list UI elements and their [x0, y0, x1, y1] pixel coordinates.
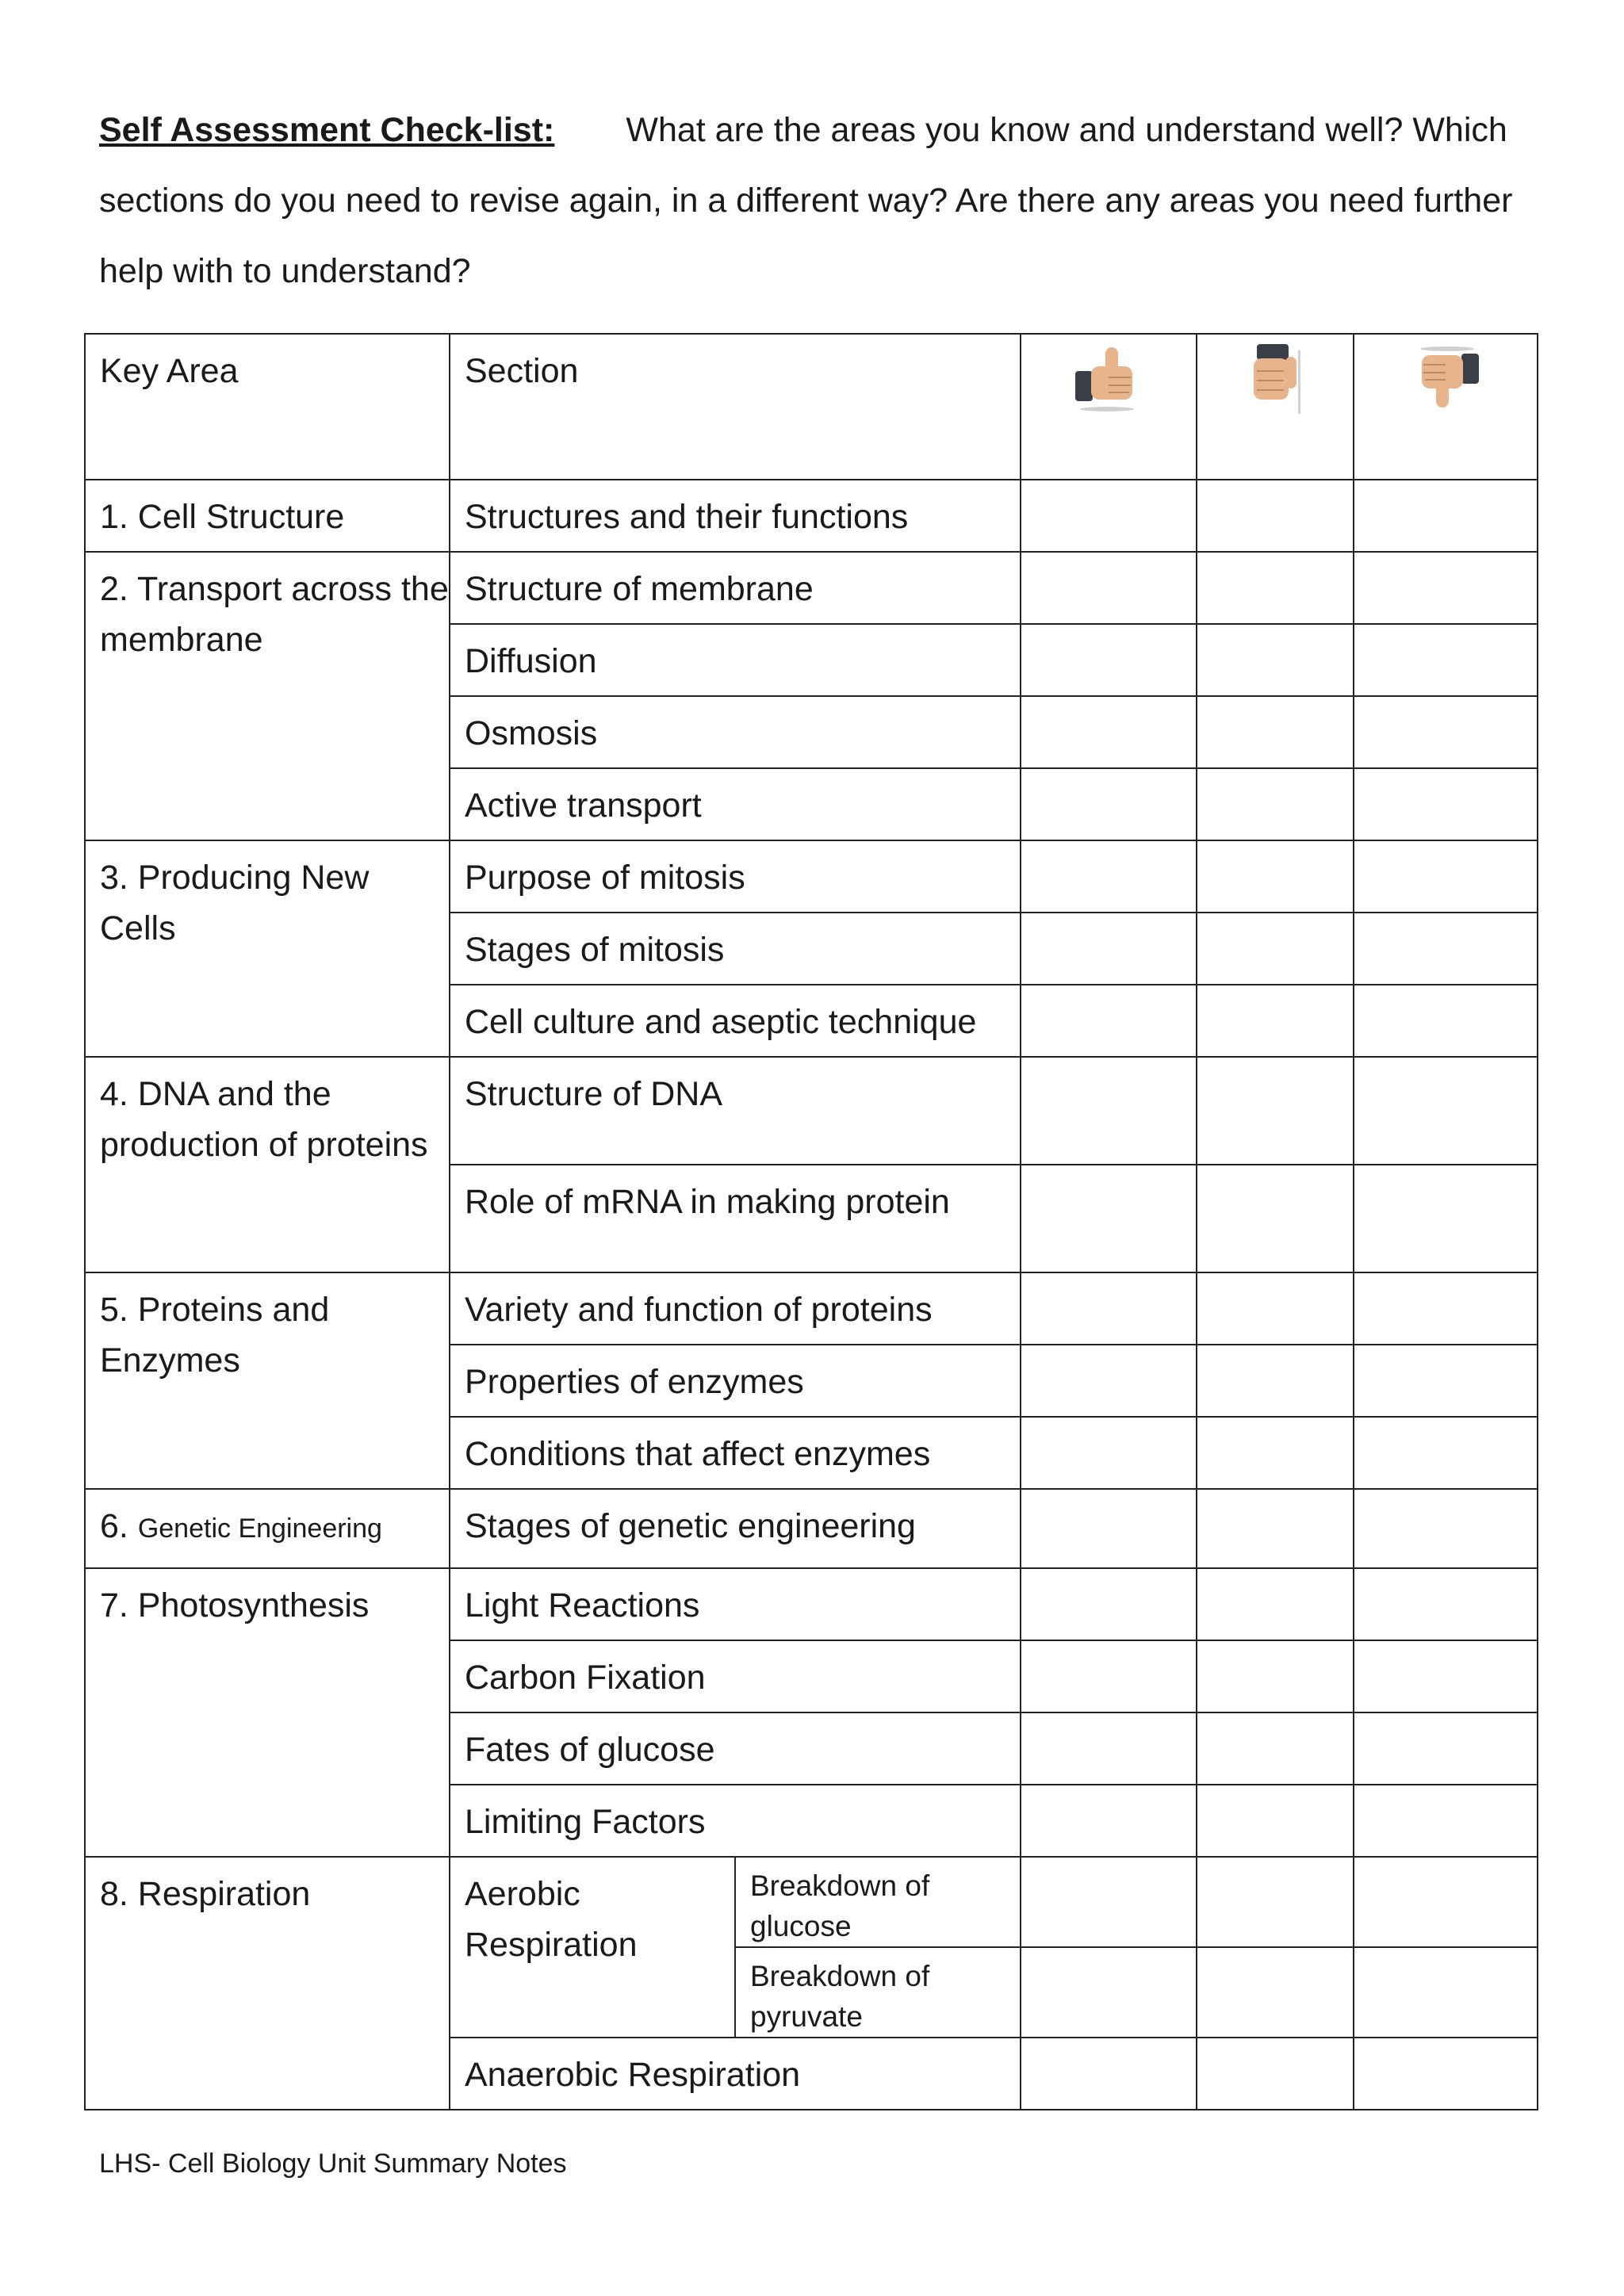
rating-thumbs-sideways-cell[interactable]: [1197, 1785, 1354, 1857]
section-cell: Role of mRNA in making protein: [450, 1165, 1021, 1272]
rating-thumbs-down-cell[interactable]: [1354, 1417, 1538, 1489]
rating-thumbs-down-cell[interactable]: [1354, 552, 1538, 624]
rating-thumbs-up-cell[interactable]: [1021, 1785, 1197, 1857]
rating-thumbs-up-cell[interactable]: [1021, 1857, 1197, 1947]
rating-thumbs-down-cell[interactable]: [1354, 768, 1538, 840]
key-area-label: Genetic Engineering: [137, 1513, 382, 1544]
section-cell-aerobic: Aerobic Respiration: [450, 1857, 735, 2038]
rating-thumbs-up-cell[interactable]: [1021, 1272, 1197, 1345]
rating-thumbs-down-cell[interactable]: [1354, 1489, 1538, 1568]
rating-thumbs-down-cell[interactable]: [1354, 913, 1538, 985]
rating-thumbs-sideways-cell[interactable]: [1197, 913, 1354, 985]
rating-thumbs-up-cell[interactable]: [1021, 2038, 1197, 2110]
header-thumbs-down: [1354, 334, 1538, 480]
self-assessment-table: [84, 333, 1538, 2110]
rating-thumbs-sideways-cell[interactable]: [1197, 1057, 1354, 1165]
rating-thumbs-sideways-cell[interactable]: [1197, 768, 1354, 840]
thumbs-sideways-icon: [1239, 342, 1311, 422]
section-cell: Fates of glucose: [450, 1712, 1021, 1785]
table-row: [85, 1568, 1538, 1640]
key-area-cell: 1. Cell Structure: [85, 480, 450, 552]
key-area-cell: [85, 1489, 450, 1568]
rating-thumbs-up-cell[interactable]: [1021, 1712, 1197, 1785]
rating-thumbs-up-cell[interactable]: [1021, 480, 1197, 552]
rating-thumbs-up-cell[interactable]: [1021, 1345, 1197, 1417]
rating-thumbs-up-cell[interactable]: [1021, 985, 1197, 1057]
rating-thumbs-sideways-cell[interactable]: [1197, 840, 1354, 913]
rating-thumbs-down-cell[interactable]: [1354, 1785, 1538, 1857]
rating-thumbs-sideways-cell[interactable]: [1197, 2038, 1354, 2110]
rating-thumbs-up-cell[interactable]: [1021, 1640, 1197, 1712]
rating-thumbs-sideways-cell[interactable]: [1197, 1712, 1354, 1785]
section-cell: Cell culture and aseptic technique: [450, 985, 1021, 1057]
rating-thumbs-up-cell[interactable]: [1021, 696, 1197, 768]
thumbs-down-icon: [1406, 342, 1485, 414]
key-area-cell: 2. Transport across the membrane: [85, 552, 450, 840]
rating-thumbs-up-cell[interactable]: [1021, 1947, 1197, 2038]
section-cell: Properties of enzymes: [450, 1345, 1021, 1417]
key-area-cell: 3. Producing New Cells: [85, 840, 450, 1057]
key-area-cell: 4. DNA and the production of proteins: [85, 1057, 450, 1272]
header-row: [85, 334, 1538, 480]
rating-thumbs-up-cell[interactable]: [1021, 1417, 1197, 1489]
section-cell: Stages of mitosis: [450, 913, 1021, 985]
rating-thumbs-down-cell[interactable]: [1354, 1640, 1538, 1712]
header-section: Section: [450, 334, 1021, 480]
section-cell: Anaerobic Respiration: [450, 2038, 1021, 2110]
rating-thumbs-up-cell[interactable]: [1021, 624, 1197, 696]
header-key-area: Key Area: [85, 334, 450, 480]
section-cell: Limiting Factors: [450, 1785, 1021, 1857]
section-cell: Structure of DNA: [450, 1057, 1021, 1165]
section-cell: Conditions that affect enzymes: [450, 1417, 1021, 1489]
key-area-cell: 7. Photosynthesis: [85, 1568, 450, 1857]
rating-thumbs-sideways-cell[interactable]: [1197, 985, 1354, 1057]
key-area-number: 6.: [100, 1507, 128, 1545]
rating-thumbs-up-cell[interactable]: [1021, 840, 1197, 913]
section-cell: Osmosis: [450, 696, 1021, 768]
section-cell: Structures and their functions: [450, 480, 1021, 552]
checklist-heading: Self Assessment Check-list:: [99, 111, 555, 149]
rating-thumbs-sideways-cell[interactable]: [1197, 624, 1354, 696]
section-cell: Active transport: [450, 768, 1021, 840]
section-cell: Diffusion: [450, 624, 1021, 696]
rating-thumbs-up-cell[interactable]: [1021, 1489, 1197, 1568]
rating-thumbs-sideways-cell[interactable]: [1197, 1417, 1354, 1489]
subsection-cell: Breakdown of glucose: [735, 1857, 1021, 1947]
rating-thumbs-up-cell[interactable]: [1021, 913, 1197, 985]
rating-thumbs-down-cell[interactable]: [1354, 840, 1538, 913]
rating-thumbs-down-cell[interactable]: [1354, 1857, 1538, 1947]
thumbs-up-icon: [1069, 342, 1148, 414]
rating-thumbs-sideways-cell[interactable]: [1197, 1165, 1354, 1272]
subsection-cell: Breakdown of pyruvate: [735, 1947, 1021, 2038]
table-row: [85, 840, 1538, 913]
rating-thumbs-sideways-cell[interactable]: [1197, 1857, 1354, 1947]
rating-thumbs-down-cell[interactable]: [1354, 1057, 1538, 1165]
table-row: [85, 480, 1538, 552]
table-row: [85, 552, 1538, 624]
key-area-cell: 5. Proteins and Enzymes: [85, 1272, 450, 1489]
rating-thumbs-sideways-cell[interactable]: [1197, 480, 1354, 552]
rating-thumbs-down-cell[interactable]: [1354, 1272, 1538, 1345]
section-cell: Light Reactions: [450, 1568, 1021, 1640]
rating-thumbs-down-cell[interactable]: [1354, 1165, 1538, 1272]
table-row: [85, 1489, 1538, 1568]
rating-thumbs-sideways-cell[interactable]: [1197, 1272, 1354, 1345]
section-cell: Carbon Fixation: [450, 1640, 1021, 1712]
rating-thumbs-sideways-cell[interactable]: [1197, 1489, 1354, 1568]
rating-thumbs-sideways-cell[interactable]: [1197, 1640, 1354, 1712]
rating-thumbs-down-cell[interactable]: [1354, 1345, 1538, 1417]
rating-thumbs-up-cell[interactable]: [1021, 552, 1197, 624]
rating-thumbs-sideways-cell[interactable]: [1197, 552, 1354, 624]
rating-thumbs-up-cell[interactable]: [1021, 768, 1197, 840]
rating-thumbs-down-cell[interactable]: [1354, 480, 1538, 552]
rating-thumbs-down-cell[interactable]: [1354, 1712, 1538, 1785]
rating-thumbs-up-cell[interactable]: [1021, 1057, 1197, 1165]
table-row: [85, 1057, 1538, 1165]
rating-thumbs-down-cell[interactable]: [1354, 696, 1538, 768]
section-cell: Purpose of mitosis: [450, 840, 1021, 913]
table-row: [85, 1272, 1538, 1345]
table-row: [85, 1857, 1538, 1947]
rating-thumbs-down-cell[interactable]: [1354, 2038, 1538, 2110]
rating-thumbs-sideways-cell[interactable]: [1197, 1568, 1354, 1640]
instructions-text: What are the areas you know and understand well? Which sections do you need to revise again, in a different way? Are there any areas you need further help with to understand?: [99, 111, 1513, 290]
header-thumbs-sideways: [1197, 334, 1354, 480]
section-cell: Variety and function of proteins: [450, 1272, 1021, 1345]
rating-thumbs-up-cell[interactable]: [1021, 1165, 1197, 1272]
instructions: [99, 95, 1550, 307]
rating-thumbs-down-cell[interactable]: [1354, 1947, 1538, 2038]
rating-thumbs-down-cell[interactable]: [1354, 985, 1538, 1057]
rating-thumbs-sideways-cell[interactable]: [1197, 696, 1354, 768]
rating-thumbs-sideways-cell[interactable]: [1197, 1947, 1354, 2038]
header-thumbs-up: [1021, 334, 1197, 480]
rating-thumbs-sideways-cell[interactable]: [1197, 1345, 1354, 1417]
key-area-cell: 8. Respiration: [85, 1857, 450, 2110]
section-cell: Stages of genetic engineering: [450, 1489, 1021, 1568]
section-cell: Structure of membrane: [450, 552, 1021, 624]
page-footer: LHS- Cell Biology Unit Summary Notes: [99, 2149, 567, 2179]
rating-thumbs-down-cell[interactable]: [1354, 1568, 1538, 1640]
rating-thumbs-down-cell[interactable]: [1354, 624, 1538, 696]
rating-thumbs-up-cell[interactable]: [1021, 1568, 1197, 1640]
